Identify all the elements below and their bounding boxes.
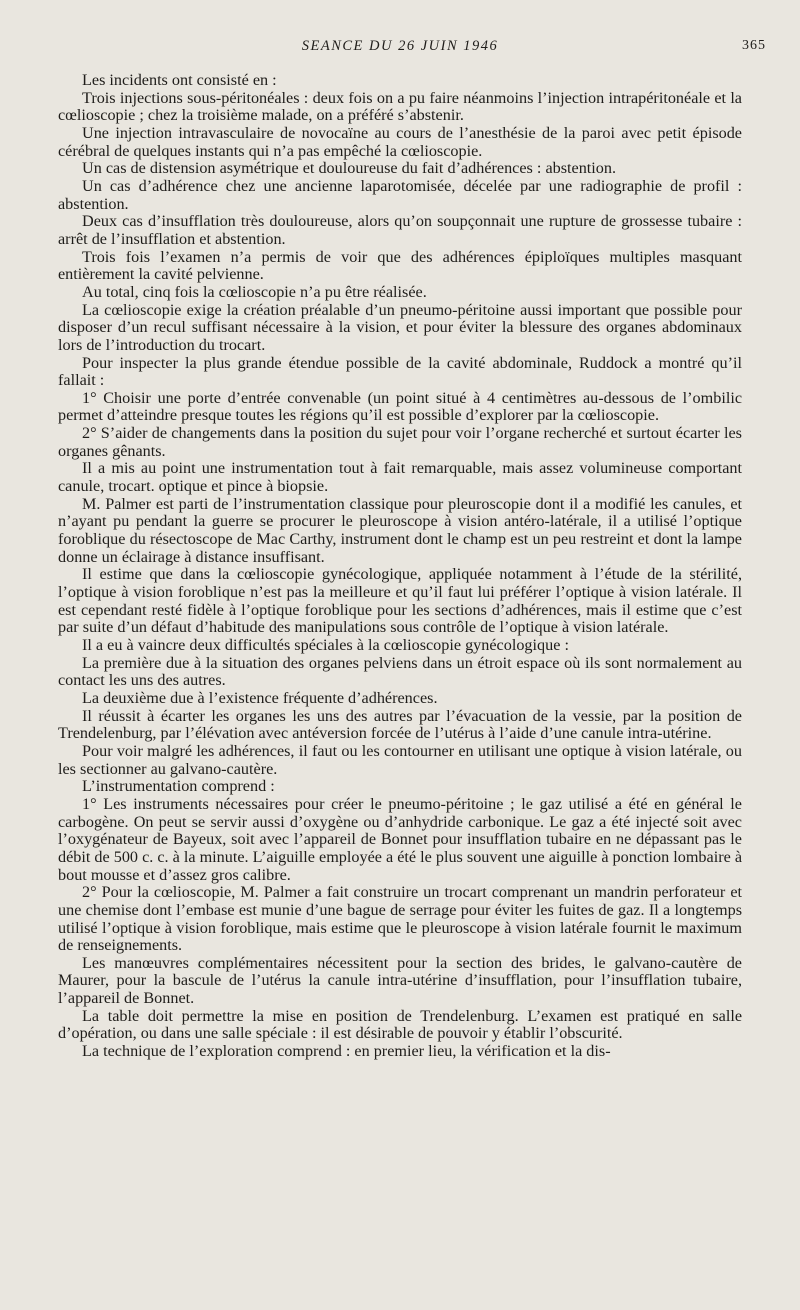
paragraph-text: 1° Choisir une porte d’entrée convenable (un point situé à 4 centimètres au-dessous de l’ombilic permet d’atteindre presque toutes les régions qu’il est possible d’explorer par la cœlioscopie. <box>58 388 742 425</box>
paragraph-text: Une injection intravasculaire de novocaïne au cours de l’anesthésie de la paroi avec petit épisode cérébral de quelques instants qui n’a pas empêché la cœlioscopie. <box>58 123 742 160</box>
paragraph <box>58 778 742 796</box>
paragraph <box>58 390 742 425</box>
paragraph <box>58 655 742 690</box>
paragraph-text: Les manœuvres complémentaires nécessitent pour la section des brides, le galvano-cautère de Maurer, pour la bascule de l’utérus la canule intra-utérine d’insufflation, pour l’insufflation tubaire, l’appareil de Bonnet. <box>58 953 742 1008</box>
paragraph <box>58 743 742 778</box>
paragraph-text: Les incidents ont consisté en : <box>82 71 277 89</box>
paragraph-text: Il a mis au point une instrumentation tout à fait remarquable, mais assez volumineuse comportant canule, trocart. optique et pince à biopsie. <box>58 459 742 496</box>
paragraph-text: La première due à la situation des organes pelviens dans un étroit espace où ils sont normalement au contact les uns des autres. <box>58 653 742 690</box>
paragraph-text: M. Palmer est parti de l’instrumentation classique pour pleuroscopie dont il a modifié les canules, et n’ayant pu pendant la guerre se procurer le pleuroscope à vision antéro-latérale, il a utilisé l’optique foroblique du résectoscope de Mac Carthy, instrument dont le champ est un peu restreint et dont la lampe donne un éclairage à distance insuffisant. <box>58 494 742 566</box>
paragraph <box>58 708 742 743</box>
paragraph-text: Trois fois l’examen n’a permis de voir que des adhérences épiploïques multiples masquant entièrement la cavité pelvienne. <box>58 247 742 284</box>
paragraph-text: Pour inspecter la plus grande étendue possible de la cavité abdominale, Ruddock a montré qu’il fallait : <box>58 353 742 390</box>
paragraph <box>58 496 742 567</box>
paragraph-text: Un cas de distension asymétrique et douloureuse du fait d’adhérences : abstention. <box>82 159 617 178</box>
paragraph-text: La deuxième due à l’existence fréquente d’adhérences. <box>82 688 438 707</box>
paragraph <box>58 1043 742 1061</box>
paragraph <box>58 72 742 90</box>
paragraph-text: Trois injections sous-péritonéales : deux fois on a pu faire néanmoins l’injection intrapéritonéale et la cœlioscopie ; chez la troisième malade, on a préféré s’abstenir. <box>58 88 742 125</box>
running-header <box>0 38 800 60</box>
paragraph-text: 2° S’aider de changements dans la position du sujet pour voir l’organe recherché et surtout écarter les organes gênants. <box>58 424 742 460</box>
paragraph <box>58 884 742 955</box>
paragraph <box>58 90 742 125</box>
paragraph <box>58 355 742 390</box>
header-title: SEANCE DU 26 JUIN 1946 <box>301 38 499 54</box>
paragraph <box>58 160 742 178</box>
paragraph-text: Deux cas d’insufflation très douloureuse, alors qu’on soupçonnait une rupture de grossesse tubaire : arrêt de l’insufflation et abstention. <box>58 212 742 248</box>
paragraph <box>58 125 742 160</box>
paragraph-text: Pour voir malgré les adhérences, il faut ou les contourner en utilisant une optique à vision latérale, ou les sectionner au galvano-cautère. <box>58 741 742 778</box>
paragraph <box>58 178 742 213</box>
paragraph <box>58 796 742 884</box>
paragraph <box>58 566 742 637</box>
paragraph-text: La technique de l’exploration comprend : en premier lieu, la vérification et la dis- <box>82 1042 611 1061</box>
paragraph-text: La table doit permettre la mise en position de Trendelenburg. L’examen est pratiqué en salle d’opération, ou dans une salle spéciale : il est désirable de pouvoir y établir l’obscurité. <box>58 1006 742 1043</box>
paragraph-text: La cœlioscopie exige la création préalable d’un pneumo-péritoine aussi important que possible pour disposer d’un recul suffisant nécessaire à la vision, et pour éviter la blessure des organes abdominaux lors de l’introduction du trocart. <box>58 300 742 354</box>
body-text <box>58 72 742 1061</box>
paragraph <box>58 425 742 460</box>
paragraph-text: 1° Les instruments nécessaires pour créer le pneumo-péritoine ; le gaz utilisé a été en général le carbogène. On peut se servir aussi d’oxygène ou d’anhydride carbonique. Le gaz a été injecté soit avec l’oxygénateur de Bayeux, soit avec l’appareil de Bonnet pour insufflation tubaire en ne dépassant pas le débit de 500 c. c. à la minute. L’aiguille employée a été le plus souvent une aiguille à ponction lombaire à bout mousse et d’assez gros calibre. <box>58 794 743 884</box>
page-number: 365 <box>742 38 766 53</box>
paragraph <box>58 955 742 1008</box>
paragraph <box>58 690 742 708</box>
paragraph-text: Un cas d’adhérence chez une ancienne laparotomisée, décelée par une radiographie de profil : abstention. <box>58 176 742 213</box>
paragraph-text: Au total, cinq fois la cœlioscopie n’a pu être réalisée. <box>82 282 427 301</box>
paragraph <box>58 460 742 495</box>
paragraph <box>58 249 742 284</box>
paragraph <box>58 637 742 655</box>
paragraph-text: L’instrumentation comprend : <box>82 777 275 796</box>
paragraph-text: Il estime que dans la cœlioscopie gynécologique, appliquée notamment à l’étude de la stérilité, l’optique à vision foroblique n’est pas la meilleure et qu’il faut lui préférer l’optique à vision latérale. Il est cependant resté fidèle à l’optique foroblique pour les sections d’adhérences, mais il estime que c’est par suite d’un défaut d’habitude des manipulations sous contrôle de l’optique à vision latérale. <box>58 565 742 637</box>
paragraph <box>58 284 742 302</box>
paragraph-text: Il réussit à écarter les organes les uns des autres par l’évacuation de la vessie, par la position de Trendelenburg, par l’élévation avec antéversion forcée de l’utérus à l’aide d’une canule intra-utérine. <box>58 706 742 743</box>
paragraph <box>58 302 742 355</box>
paragraph <box>58 1008 742 1043</box>
paragraph-text: Il a eu à vaincre deux difficultés spéciales à la cœlioscopie gynécologique : <box>82 636 569 654</box>
paragraph-text: 2° Pour la cœlioscopie, M. Palmer a fait construire un trocart comprenant un mandrin perforateur et une chemise dont l’embase est munie d’une bague de serrage pour éviter les fuites de gaz. Il a longtemps utilisé l’optique à vision foroblique, mais estime que le pleuroscope à vision latérale fournit le maximum de renseignements. <box>58 883 742 955</box>
paragraph <box>58 213 742 248</box>
